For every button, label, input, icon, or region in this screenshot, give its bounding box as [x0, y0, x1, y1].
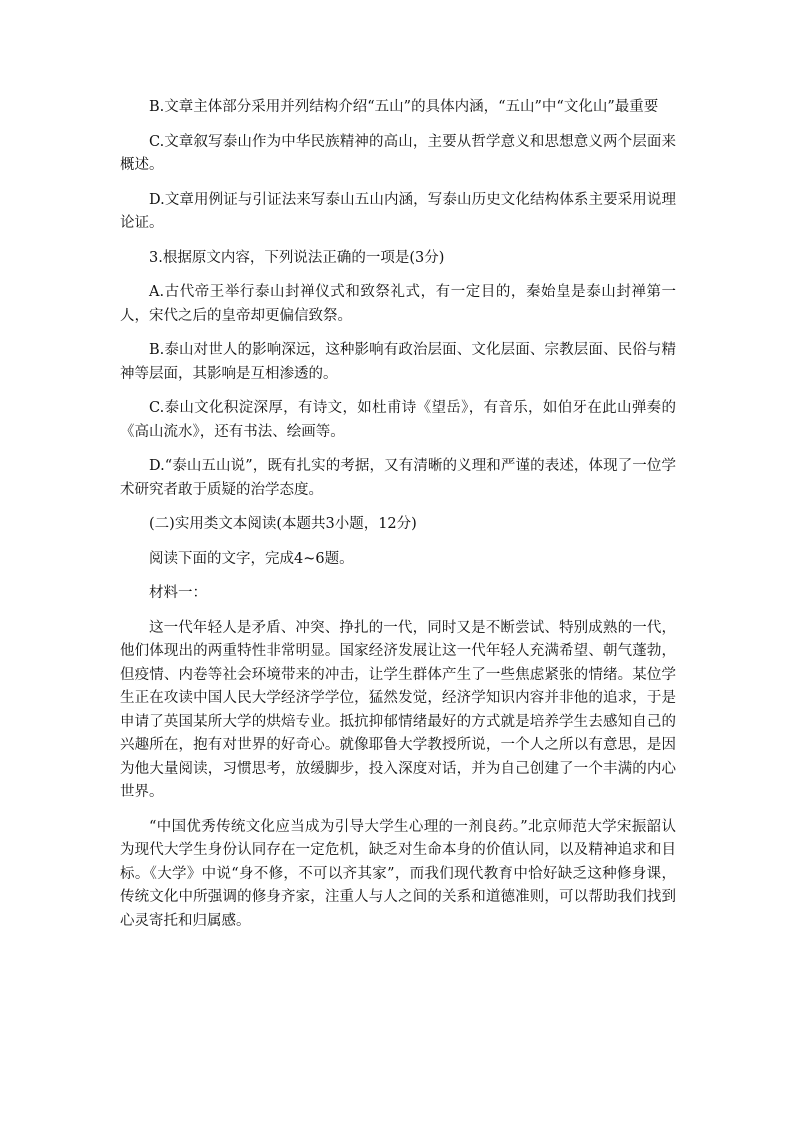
option-b-structure: B.文章主体部分采用并列结构介绍“五山”的具体内涵，“五山”中“文化山”最重要 [149, 99, 659, 115]
section-heading-practical-reading: (二)实用类文本阅读(本题共3小题，12分) [149, 516, 417, 532]
option-c-spirit: C.文章叙写泰山作为中华民族精神的高山，主要从哲学意义和思想意义两个层面来概述。 [120, 133, 676, 173]
option-c-culture: C.泰山文化积淀深厚，有诗文，如杜甫诗《望岳》，有音乐，如伯牙在此山弹奏的《高山流水》，还有书法、绘画等。 [120, 400, 676, 440]
material-one-paragraph-1: 这一代年轻人是矛盾、冲突、挣扎的一代，同时又是不断尝试、特别成熟的一代，他们体现出的两重特性非常明显。国家经济发展让这一代年轻人充满希望、朝气蓬勃，但疫情、内卷等社会环境带来的冲击，让学生群体产生了一些焦虑紧张的情绪。某位学生正在攻读中国人民大学经济学学位，猛然发觉，经济学知识内容并非他的追求，于是申请了英国某所大学的烘焙专业。抵抗抑郁情绪最好的方式就是培养学生去感知自己的兴趣所在，抱有对世界的好奇心。就像耶鲁大学教授所说，一个人之所以有意思，是因为他大量阅读，习惯思考，放缓脚步，投入深度对话，并为自己创建了一个丰满的内心世界。 [120, 619, 676, 800]
question-3: 3.根据原文内容，下列说法正确的一项是(3分) [149, 249, 445, 266]
reading-instruction: 阅读下面的文字，完成4~6题。 [149, 550, 354, 567]
option-d-argument: D.文章用例证与引证法来写泰山五山内涵，写泰山历史文化结构体系主要采用说理论证。 [120, 191, 676, 231]
material-one-label: 材料一： [149, 585, 207, 601]
material-one-paragraph-2: “中国优秀传统文化应当成为引导大学生心理的一剂良药。”北京师范大学宋振韶认为现代大学生身份认同存在一定危机，缺乏对生命本身的价值认同，以及精神追求和目标。《大学》中说“身不修，不可以齐其家”，而我们现代教育中恰好缺乏这种修身课，传统文化中所强调的修身齐家，注重人与人之间的关系和道德准则，可以帮助我们找到心灵寄托和归属感。 [120, 818, 676, 929]
option-b-influence: B.泰山对世人的影响深远，这种影响有政治层面、文化层面、宗教层面、民俗与精神等层面，其影响是互相渗透的。 [120, 342, 676, 382]
document-page [120, 96, 676, 944]
option-d-scholarship: D.“泰山五山说”，既有扎实的考据，又有清晰的义理和严谨的表述，体现了一位学术研究者敢于质疑的治学态度。 [120, 458, 676, 498]
option-a-emperors: A.古代帝王举行泰山封禅仪式和致祭礼式，有一定目的，秦始皇是泰山封禅第一人，宋代之后的皇帝却更偏信致祭。 [120, 284, 676, 324]
